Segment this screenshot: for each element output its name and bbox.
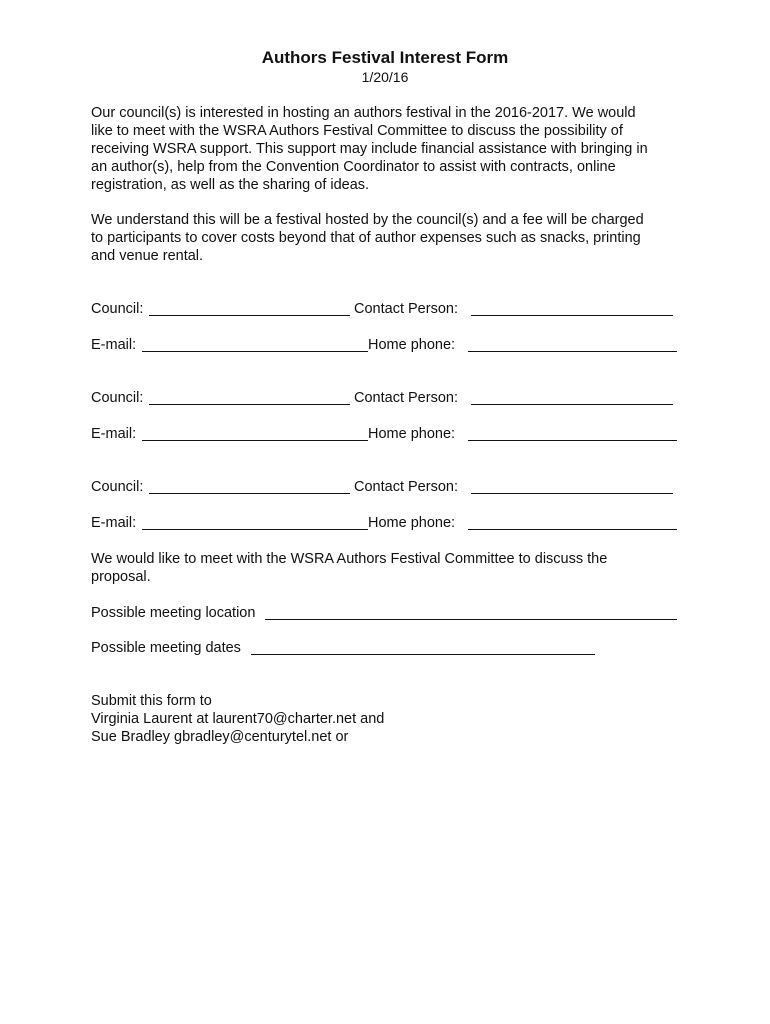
submit-line: Virginia Laurent at laurent70@charter.net and [91,711,385,727]
council-field[interactable] [149,315,350,316]
home-phone-field[interactable] [468,440,677,441]
submit-instructions [91,692,691,746]
email-label: E-mail: [91,426,137,442]
meeting-dates-label: Possible meeting dates [91,640,241,656]
contact-person-field[interactable] [471,493,673,494]
home-phone-label: Home phone: [368,515,456,531]
intro-line: receiving WSRA support. This support may include financial assistance with bringing in [91,141,648,157]
intro-line: Our council(s) is interested in hosting an authors festival in the 2016-2017. We would [91,105,636,121]
email-label: E-mail: [91,515,137,531]
email-label: E-mail: [91,337,137,353]
intro-line: to participants to cover costs beyond that of author expenses such as snacks, printing [91,230,641,246]
council-label: Council: [91,479,144,495]
form-title: Authors Festival Interest Form [261,48,509,67]
council-field[interactable] [149,404,350,405]
email-field[interactable] [142,440,368,441]
meeting-request-line: proposal. [91,569,151,585]
council-label: Council: [91,301,144,317]
intro-paragraph-2 [91,211,691,265]
home-phone-field[interactable] [468,351,677,352]
meeting-dates-field[interactable] [251,654,595,655]
intro-line: an author(s), help from the Convention Coordinator to assist with contracts, online [91,159,616,175]
council-field[interactable] [149,493,350,494]
contact-person-label: Contact Person: [354,390,458,406]
intro-line: and venue rental. [91,248,204,264]
contact-person-field[interactable] [471,404,673,405]
home-phone-label: Home phone: [368,337,456,353]
contact-person-label: Contact Person: [354,301,458,317]
contact-person-label: Contact Person: [354,479,458,495]
intro-paragraph-1 [91,104,691,194]
meeting-request-line: We would like to meet with the WSRA Authors Festival Committee to discuss the [91,551,608,567]
email-field[interactable] [142,351,368,352]
email-field[interactable] [142,529,368,530]
submit-line: Submit this form to [91,693,212,709]
contact-person-field[interactable] [471,315,673,316]
meeting-location-label: Possible meeting location [91,605,256,621]
home-phone-label: Home phone: [368,426,456,442]
meeting-location-field[interactable] [265,619,677,620]
council-label: Council: [91,390,144,406]
home-phone-field[interactable] [468,529,677,530]
form-date: 1/20/16 [361,69,409,85]
meeting-request-paragraph [91,550,691,586]
submit-line: Sue Bradley gbradley@centurytel.net or [91,729,349,745]
intro-line: like to meet with the WSRA Authors Festival Committee to discuss the possibility of [91,123,623,139]
intro-line: We understand this will be a festival hosted by the council(s) and a fee will be charged [91,212,644,228]
intro-line: registration, as well as the sharing of ideas. [91,177,370,193]
